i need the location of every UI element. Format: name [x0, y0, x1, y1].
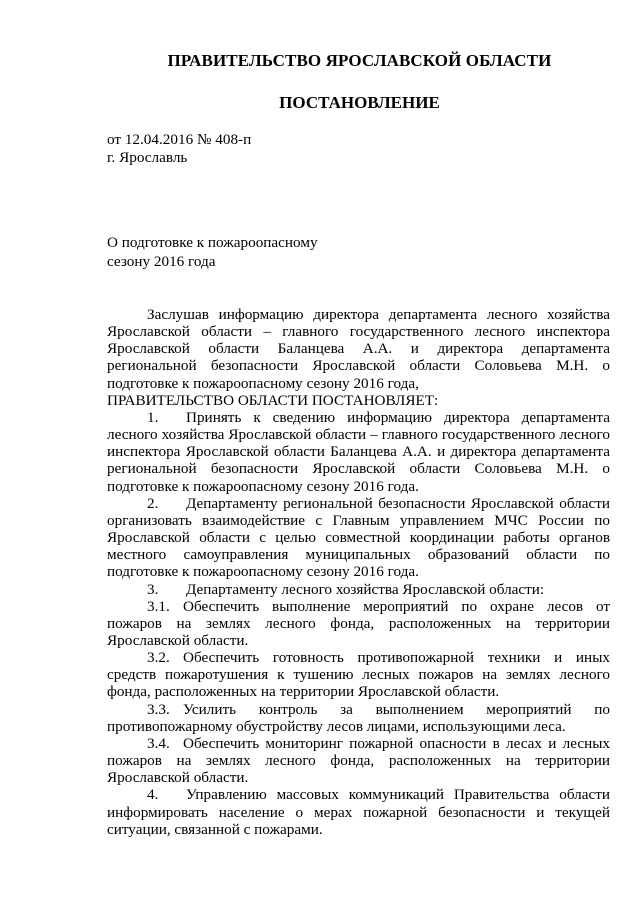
- city-line: г. Ярославль: [107, 149, 188, 166]
- subitem-3-4: [107, 735, 610, 786]
- subitem-text: Обеспечить готовность противопожарной техники и иных средств пожаротушения к тушению лесных пожаров на землях лесного фонда, расположенных на территории Ярославской области.: [107, 649, 610, 701]
- title-line-2: сезону 2016 года: [107, 253, 216, 270]
- subitem-3-2: [107, 649, 610, 700]
- subitem-3-1: [107, 598, 610, 649]
- item-text: Принять к сведению информацию директора департамента лесного хозяйства Ярославской области – главного государственного лесного инспектора Ярославской области Баланцева А.А. и директора департамента региональной безопасности Ярославской области Соловьева М.Н. о подготовке к пожароопасному сезону 2016 года.: [107, 408, 610, 495]
- item-text: Управлению массовых коммуникаций Правительства области информировать население о мерах пожарной безопасности и текущей ситуации, связанной с пожарами.: [107, 786, 610, 838]
- item-3: [107, 581, 610, 598]
- decree-line: ПРАВИТЕЛЬСТВО ОБЛАСТИ ПОСТАНОВЛЯЕТ:: [107, 391, 439, 409]
- document-body: [107, 306, 610, 838]
- document-type-heading: ПОСТАНОВЛЕНИЕ: [279, 93, 440, 112]
- item-number: 2.: [147, 494, 159, 512]
- subitem-text: Обеспечить мониторинг пожарной опасности в лесах и лесных пожаров на землях лесного фонда, расположенных на территории Ярославской области.: [107, 734, 610, 787]
- title-line-1: О подготовке к пожароопасному: [107, 234, 318, 251]
- item-text: Департаменту региональной безопасности Ярославской области организовать взаимодействие с Главным управлением МЧС России по Ярославской области с целью совместной координации работы органов местного самоуправления муниципальных образований области по подготовке к пожароопасному сезону 2016 года.: [107, 494, 610, 581]
- subitem-number: 3.3.: [147, 700, 170, 718]
- preamble-paragraph: Заслушав информацию директора департамента лесного хозяйства Ярославской области – главного государственного лесного инспектора Ярославской области Баланцева А.А. и директора департамента региональной безопасности Ярославской области Соловьева М.Н. о подготовке к пожароопасному сезону 2016 года,: [107, 306, 610, 392]
- item-2: [107, 495, 610, 581]
- item-text: Департаменту лесного хозяйства Ярославской области:: [186, 580, 545, 598]
- subitem-text: Обеспечить выполнение мероприятий по охране лесов от пожаров на землях лесного фонда, расположенных на территории Ярославской области.: [107, 597, 610, 649]
- subitem-3-3: [107, 701, 610, 735]
- date-number-line: от 12.04.2016 № 408-п: [107, 131, 252, 148]
- subitem-number: 3.4.: [147, 734, 170, 752]
- subitem-number: 3.1.: [147, 597, 170, 615]
- item-1: [107, 409, 610, 495]
- item-number: 1.: [147, 408, 159, 426]
- item-number: 3.: [147, 580, 159, 598]
- government-header: ПРАВИТЕЛЬСТВО ЯРОСЛАВСКОЙ ОБЛАСТИ: [167, 51, 552, 70]
- item-4: [107, 786, 610, 837]
- item-number: 4.: [147, 786, 159, 804]
- subitem-text: Усилить контроль за выполнением мероприятий по противопожарному обустройству лесов лицами, использующими леса.: [107, 700, 610, 735]
- subitem-number: 3.2.: [147, 649, 170, 667]
